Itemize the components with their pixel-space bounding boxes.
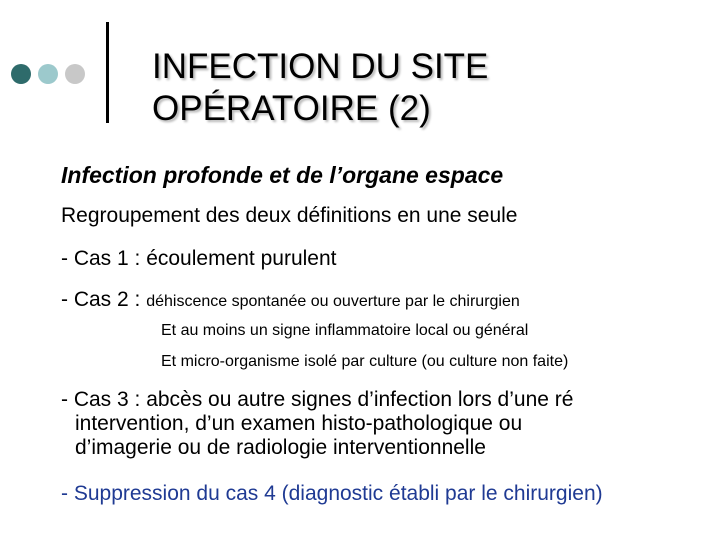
slide-title-line-1: INFECTION DU SITE	[152, 47, 489, 86]
case-3-line-3: d’imagerie ou de radiologie interventionnelle	[75, 436, 486, 459]
section-subtitle: Infection profonde et de l’organe espace	[61, 162, 504, 188]
case-2-condition-1: Et au moins un signe inflammatoire local ou général	[161, 322, 529, 339]
case-2-prefix: - Cas 2 :	[61, 288, 141, 311]
title-divider-line	[106, 22, 109, 123]
case-1-item: - Cas 1 : écoulement purulent	[61, 247, 337, 270]
case-3-line-2: intervention, d’un examen histo-pathologique ou	[75, 412, 523, 435]
case-3-line-1: - Cas 3 : abcès ou autre signes d’infection lors d’une ré	[61, 388, 574, 411]
case-2-text: déhiscence spontanée ou ouverture par le chirurgien	[146, 293, 520, 310]
slide-title-line-2: OPÉRATOIRE (2)	[152, 89, 431, 128]
decorative-dot-grey	[65, 64, 85, 84]
intro-text: Regroupement des deux définitions en une seule	[61, 204, 518, 227]
case-2-item	[61, 288, 520, 312]
decorative-dot-light-teal	[38, 64, 58, 84]
slide-title	[152, 46, 488, 130]
case-2-condition-2: Et micro-organisme isolé par culture (ou culture non faite)	[161, 353, 569, 370]
decorative-dot-dark	[11, 64, 31, 84]
case-3-item	[61, 388, 701, 460]
case-4-removal-item: - Suppression du cas 4 (diagnostic établi par le chirurgien)	[61, 482, 603, 505]
